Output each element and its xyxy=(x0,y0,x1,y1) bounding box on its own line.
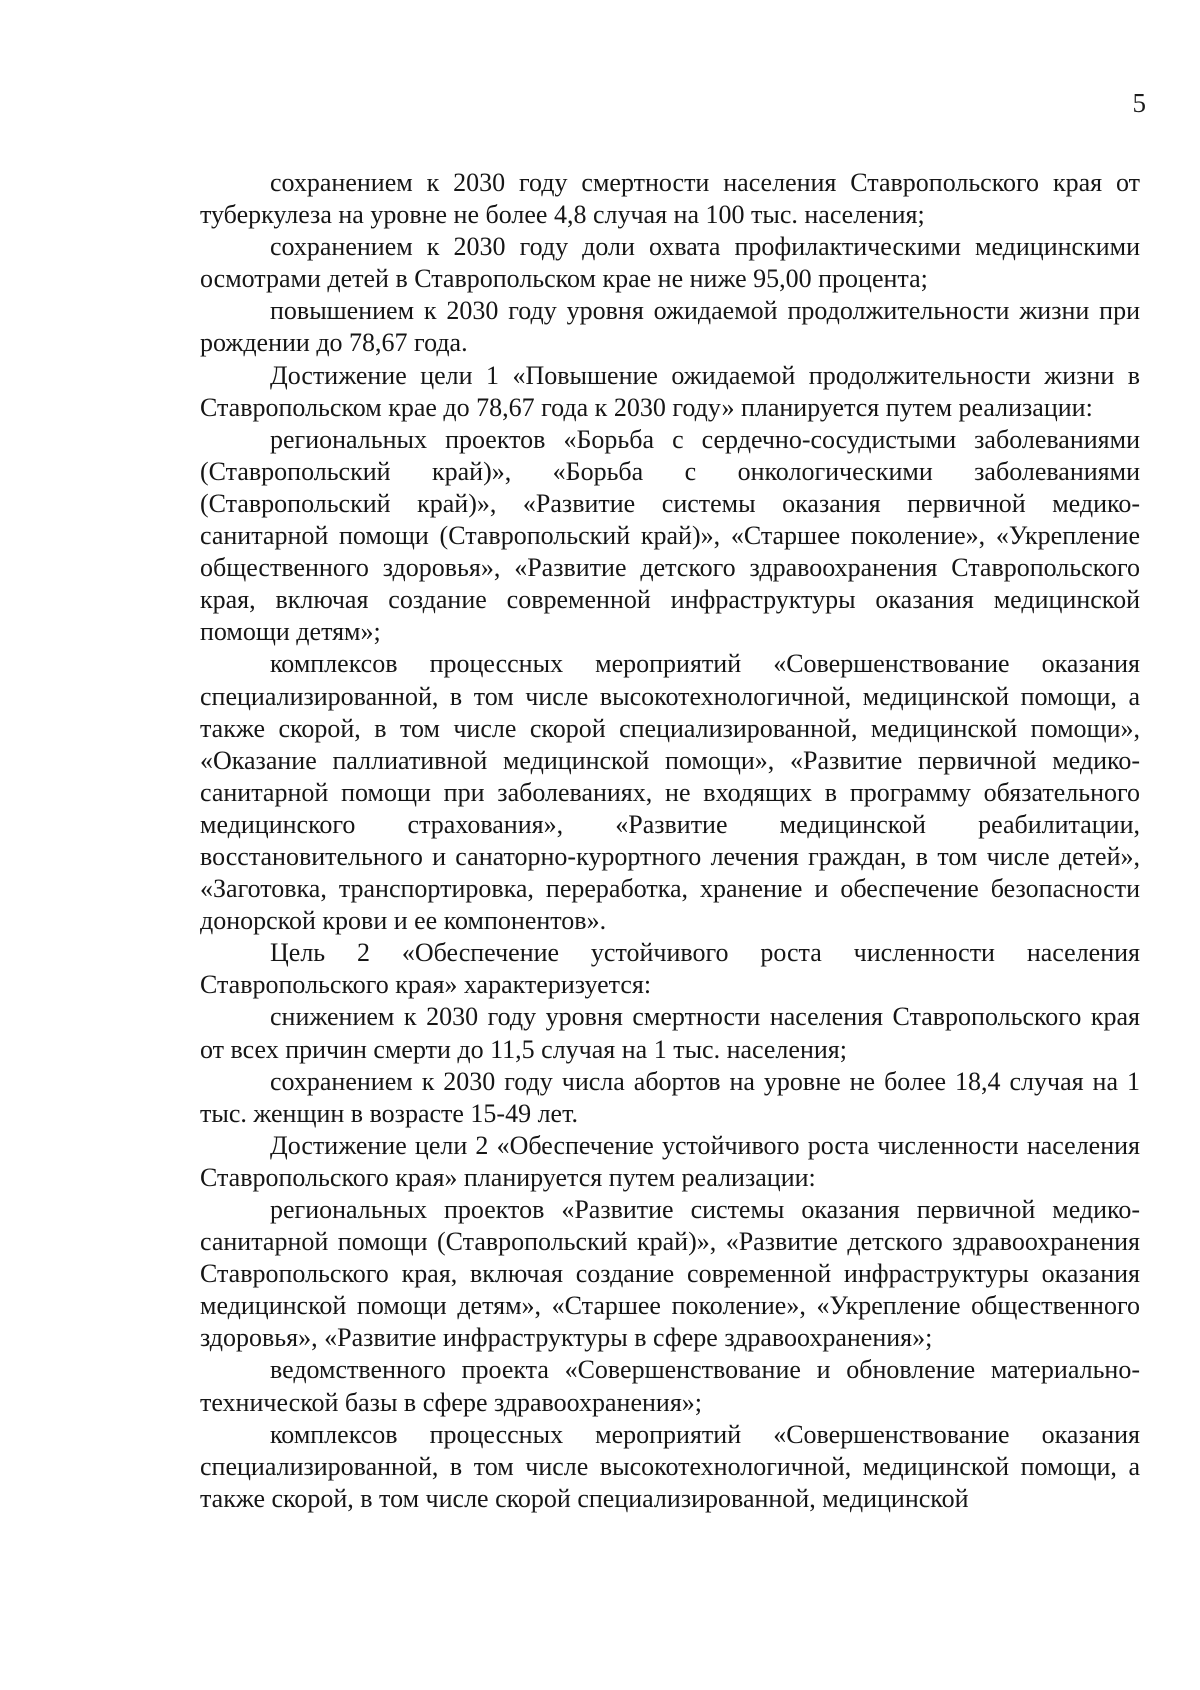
paragraph-2: сохранением к 2030 году доли охвата профилактическими медицинскими осмотрами детей в Ставропольском крае не ниже 95,00 процента; xyxy=(200,232,1140,294)
paragraph-6: комплексов процессных мероприятий «Совершенствование оказания специализированной, в том числе высокотехнологичной, медицинской помощи, а также скорой, в том числе скорой специализированной, медицинской помощи», «Оказание паллиативной медицинской помощи», «Развитие первичной медико-санитарной помощи при заболеваниях, не входящих в программу обязательного медицинского страхования», «Развитие медицинской реабилитации, восстановительного и санаторно-курортного лечения граждан, в том числе детей», «Заготовка, транспортировка, переработка, хранение и обеспечение безопасности донорской крови и ее компонентов». xyxy=(200,649,1140,936)
paragraph-5: региональных проектов «Борьба с сердечно-сосудистыми заболеваниями (Ставропольский край)», «Борьба с онкологическими заболеваниями (Ставропольский край)», «Развитие системы оказания первичной медико-санитарной помощи (Ставропольский край)», «Старшее поколение», «Укрепление общественного здоровья», «Развитие детского здравоохранения Ставропольского края, включая создание современной инфраструктуры оказания медицинской помощи детям»; xyxy=(200,424,1140,647)
paragraph-4: Достижение цели 1 «Повышение ожидаемой продолжительности жизни в Ставропольском крае до 78,67 года к 2030 году» планируется путем реализации: xyxy=(200,360,1140,422)
paragraph-11: региональных проектов «Развитие системы оказания первичной медико-санитарной помощи (Ставропольский край)», «Развитие детского здравоохранения Ставропольского края, включая создание современной инфраструктуры оказания медицинской помощи детям», «Старшее поколение», «Укрепление общественного здоровья», «Развитие инфраструктуры в сфере здравоохранения»; xyxy=(200,1195,1140,1353)
document-body xyxy=(200,167,1140,1515)
paragraph-3: повышением к 2030 году уровня ожидаемой продолжительности жизни при рождении до 78,67 года. xyxy=(200,296,1140,358)
paragraph-12: ведомственного проекта «Совершенствование и обновление материально-технической базы в сфере здравоохранения»; xyxy=(200,1355,1140,1417)
paragraph-7: Цель 2 «Обеспечение устойчивого роста численности населения Ставропольского края» характеризуется: xyxy=(200,938,1140,1000)
paragraph-8: снижением к 2030 году уровня смертности населения Ставропольского края от всех причин смерти до 11,5 случая на 1 тыс. населения; xyxy=(200,1002,1140,1064)
paragraph-13: комплексов процессных мероприятий «Совершенствование оказания специализированной, в том числе высокотехнологичной, медицинской помощи, а также скорой, в том числе скорой специализированной, медицинской xyxy=(200,1419,1140,1513)
page-number: 5 xyxy=(1132,88,1146,118)
paragraph-9: сохранением к 2030 году числа абортов на уровне не более 18,4 случая на 1 тыс. женщин в возрасте 15-49 лет. xyxy=(200,1066,1140,1128)
paragraph-10: Достижение цели 2 «Обеспечение устойчивого роста численности населения Ставропольского края» планируется путем реализации: xyxy=(200,1130,1140,1192)
paragraph-1: сохранением к 2030 году смертности населения Ставропольского края от туберкулеза на уровне не более 4,8 случая на 100 тыс. населения; xyxy=(200,168,1140,230)
